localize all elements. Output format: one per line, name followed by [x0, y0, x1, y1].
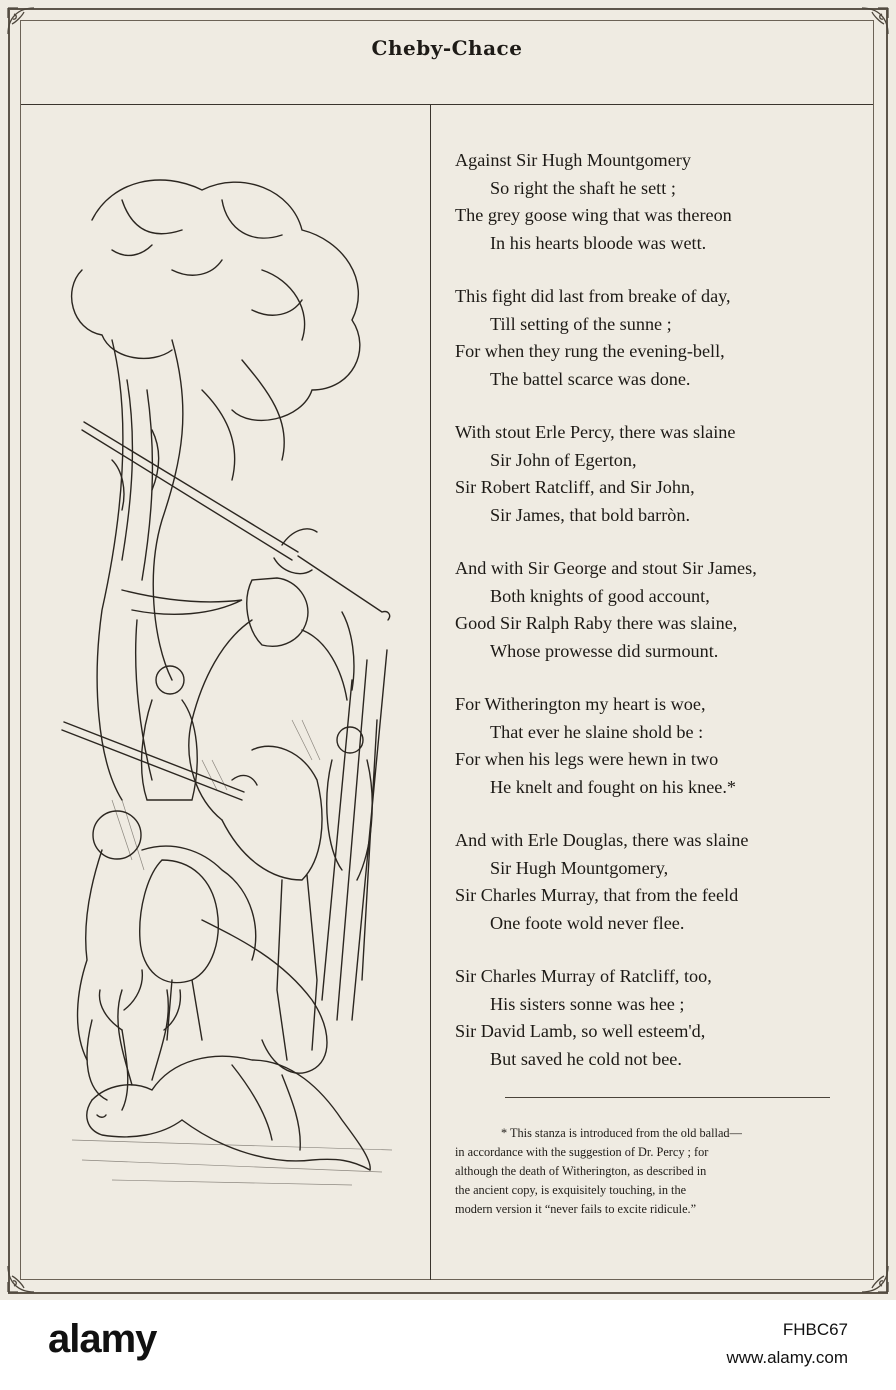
poem-line: With stout Erle Percy, there was slaine	[455, 422, 736, 442]
image-id: FHBC67	[782, 1320, 848, 1339]
title-rule	[21, 104, 873, 105]
footnote-line: modern version it “never fails to excite ridicule.”	[455, 1202, 697, 1216]
stanza	[455, 555, 875, 665]
poem-line: Good Sir Ralph Raby there was slaine,	[455, 613, 738, 633]
alamy-logo: alamy	[48, 1317, 157, 1361]
poem-line: Sir David Lamb, so well esteem'd,	[455, 1021, 706, 1041]
poem-line: For Witherington my heart is woe,	[455, 694, 706, 714]
corner-ornament-icon	[858, 4, 892, 38]
corner-ornament-icon	[4, 1262, 38, 1296]
poem-line: Sir John of Egerton,	[490, 449, 637, 470]
poem-line: For when they rung the evening-bell,	[455, 341, 725, 361]
poem-line: Sir James, that bold barròn.	[490, 504, 691, 525]
watermark-bar	[0, 1300, 896, 1390]
poem-text	[455, 147, 875, 1099]
footnote-rule	[505, 1097, 830, 1098]
poem-line: So right the shaft he sett ;	[490, 177, 676, 198]
stanza	[455, 963, 875, 1073]
poem-line: Both knights of good account,	[490, 585, 710, 606]
poem-line: Sir Charles Murray, that from the feeld	[455, 885, 739, 905]
stanza	[455, 419, 875, 529]
stanza	[455, 827, 875, 937]
page-title: Cheby-Chace	[371, 36, 523, 60]
poem-line: But saved he cold not bee.	[490, 1048, 682, 1069]
footnote-line: in accordance with the suggestion of Dr. Percy ; for	[455, 1145, 709, 1159]
poem-line: The battel scarce was done.	[490, 368, 691, 389]
poem-line: His sisters sonne was hee ;	[490, 993, 685, 1014]
poem-line: That ever he slaine shold be :	[490, 721, 704, 742]
stanza	[455, 283, 875, 393]
footnote	[455, 1124, 851, 1219]
column-divider	[430, 104, 431, 1280]
poem-line: And with Erle Douglas, there was slaine	[455, 830, 749, 850]
poem-line: Sir Hugh Mountgomery,	[490, 857, 669, 878]
footnote-line: although the death of Witherington, as described in	[455, 1164, 707, 1178]
poem-line: In his hearts bloode was wett.	[490, 232, 707, 253]
stanza	[455, 147, 875, 257]
poem-line: The grey goose wing that was thereon	[455, 205, 732, 225]
corner-ornament-icon	[858, 1262, 892, 1296]
poem-line: Sir Charles Murray of Ratcliff, too,	[455, 966, 712, 986]
watermark-url: www.alamy.com	[726, 1348, 848, 1367]
corner-ornament-icon	[4, 4, 38, 38]
poem-line: This fight did last from breake of day,	[455, 286, 731, 306]
poem-line: He knelt and fought on his knee.*	[490, 776, 736, 797]
poem-line: One foote wold never flee.	[490, 912, 685, 933]
footnote-line: the ancient copy, is exquisitely touching, in the	[455, 1183, 687, 1197]
poem-line: Whose prowesse did surmount.	[490, 640, 719, 661]
poem-line: And with Sir George and stout Sir James,	[455, 558, 757, 578]
poem-line: Against Sir Hugh Mountgomery	[455, 150, 691, 170]
battle-engraving	[52, 160, 402, 1190]
poem-line: Till setting of the sunne ;	[490, 313, 672, 334]
poem-line: For when his legs were hewn in two	[455, 749, 719, 769]
footnote-line: * This stanza is introduced from the old ballad—	[501, 1126, 742, 1140]
stanza	[455, 691, 875, 801]
poem-line: Sir Robert Ratcliff, and Sir John,	[455, 477, 695, 497]
